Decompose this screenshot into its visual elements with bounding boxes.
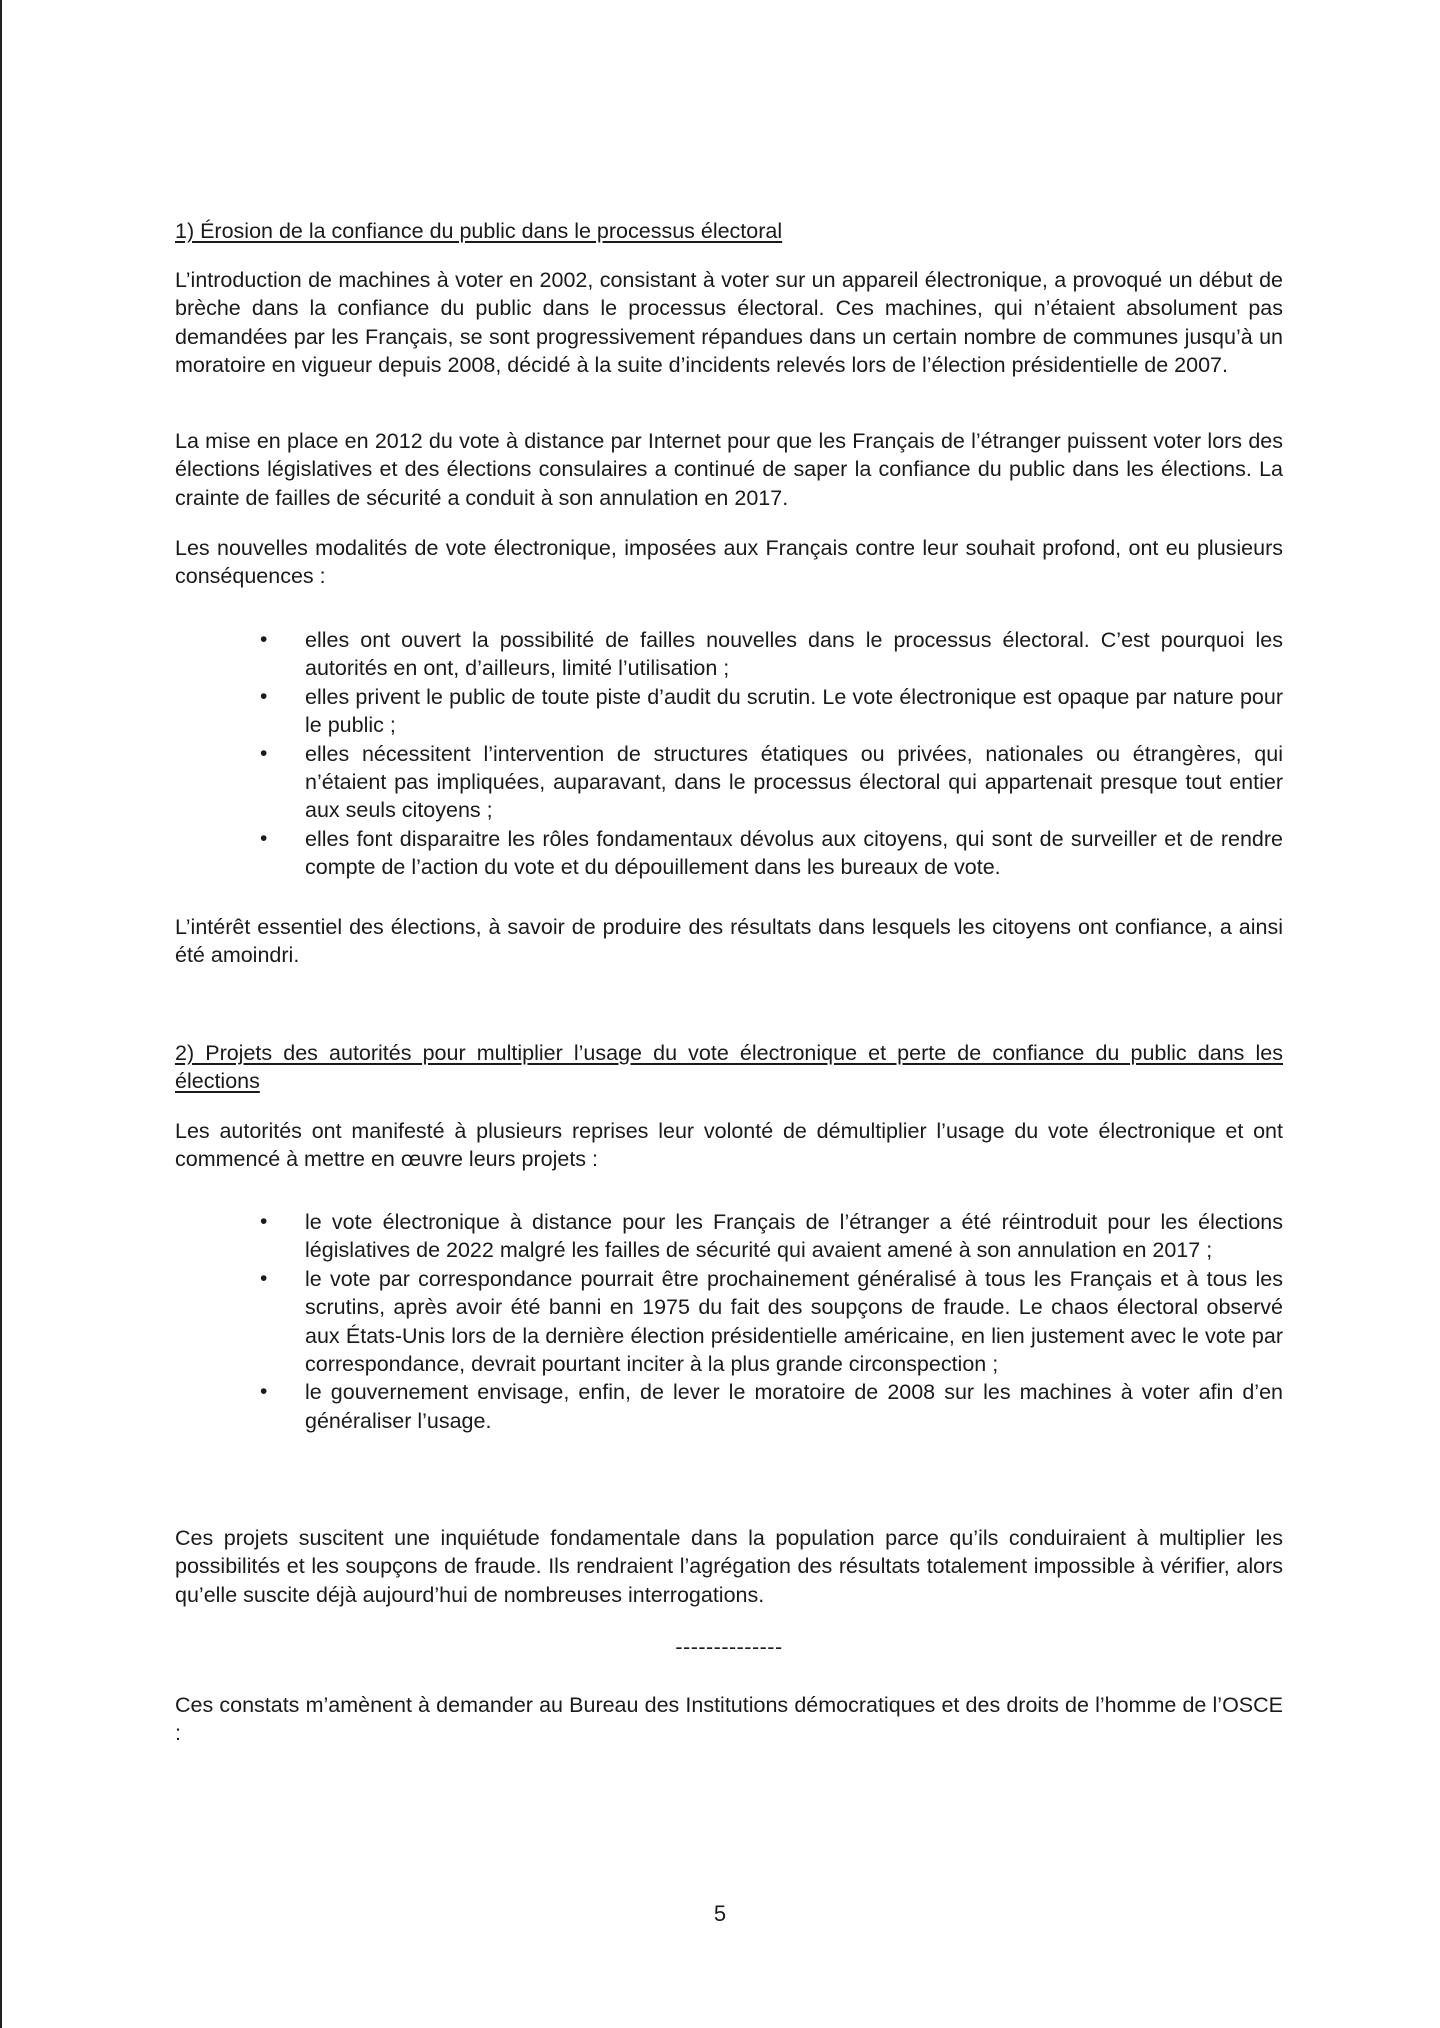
section-separator: -------------- [675,1635,783,1659]
bullet-item: • le vote électronique à distance pour les Français de l’étranger a été réintroduit pour les élections législatives de 2022 malgré les failles de sécurité qui avaient amené à son annulation en 2017 ; [305,1208,1283,1265]
bullet-item: • elles privent le public de toute piste d’audit du scrutin. Le vote électronique est opaque par nature pour le public ; [305,683,1283,740]
section-1-heading: 1) Érosion de la confiance du public dans le processus électoral [175,219,783,243]
final-request: Ces constats m’amènent à demander au Bureau des Institutions démocratiques et des droits de l’homme de l’OSCE : [175,1693,1283,1746]
section-2-bullet-list [175,1208,1283,1435]
bullet-item: • elles font disparaitre les rôles fondamentaux dévolus aux citoyens, qui sont de surveiller et de rendre compte de l’action du vote et du dépouillement dans les bureaux de vote. [305,825,1283,882]
section-1-paragraph-1: L’introduction de machines à voter en 2002, consistant à voter sur un appareil électronique, a provoqué un début de brèche dans la confiance du public dans le processus électoral. Ces machines, qui n’étaient absolument pas demandées par les Français, se sont progressivement répandues dans un certain nombre de communes jusqu’à un moratoire en vigueur depuis 2008, décidé à la suite d’incidents relevés lors de l’élection présidentielle de 2007. [175,268,1283,378]
section-1-paragraph-2: La mise en place en 2012 du vote à distance par Internet pour que les Français de l’étranger puissent voter lors des élections législatives et des élections consulaires a continué de saper la confiance du public dans les élections. La crainte de failles de sécurité a conduit à son annulation en 2017. [175,429,1283,510]
page-left-border [0,0,2,2028]
section-2-intro: Les autorités ont manifesté à plusieurs reprises leur volonté de démultiplier l’usage du vote électronique et ont commencé à mettre en œuvre leurs projets : [175,1119,1283,1172]
page-number: 5 [713,1901,727,1926]
bullet-item: • le vote par correspondance pourrait être prochainement généralisé à tous les Français et à tous les scrutins, après avoir été banni en 1975 du fait des soupçons de fraude. Le chaos électoral observé aux États-Unis lors de la dernière élection présidentielle américaine, en lien justement avec le vote par correspondance, devrait pourtant inciter à la plus grande circonspection ; [305,1265,1283,1379]
bullet-item: • elles ont ouvert la possibilité de failles nouvelles dans le processus électoral. C’est pourquoi les autorités en ont, d’ailleurs, limité l’utilisation ; [305,626,1283,683]
bullet-item: • elles nécessitent l’intervention de structures étatiques ou privées, nationales ou étrangères, qui n’étaient pas impliquées, auparavant, dans le processus électoral qui appartenait presque tout entier aux seuls citoyens ; [305,740,1283,825]
section-2-closing: Ces projets suscitent une inquiétude fondamentale dans la population parce qu’ils conduiraient à multiplier les possibilités et les soupçons de fraude. Ils rendraient l’agrégation des résultats totalement impossible à vérifier, alors qu’elle suscite déjà aujourd’hui de nombreuses interrogations. [175,1526,1283,1607]
section-2-heading: 2) Projets des autorités pour multiplier l’usage du vote électronique et perte de confiance du public dans les élections [175,1041,1283,1094]
section-1-bullet-list [175,626,1283,882]
section-1-closing: L’intérêt essentiel des élections, à savoir de produire des résultats dans lesquels les citoyens ont confiance, a ainsi été amoindri. [175,915,1283,968]
bullet-item: • le gouvernement envisage, enfin, de lever le moratoire de 2008 sur les machines à voter afin d’en généraliser l’usage. [305,1378,1283,1435]
section-1-paragraph-3: Les nouvelles modalités de vote électronique, imposées aux Français contre leur souhait profond, ont eu plusieurs conséquences : [175,536,1283,589]
